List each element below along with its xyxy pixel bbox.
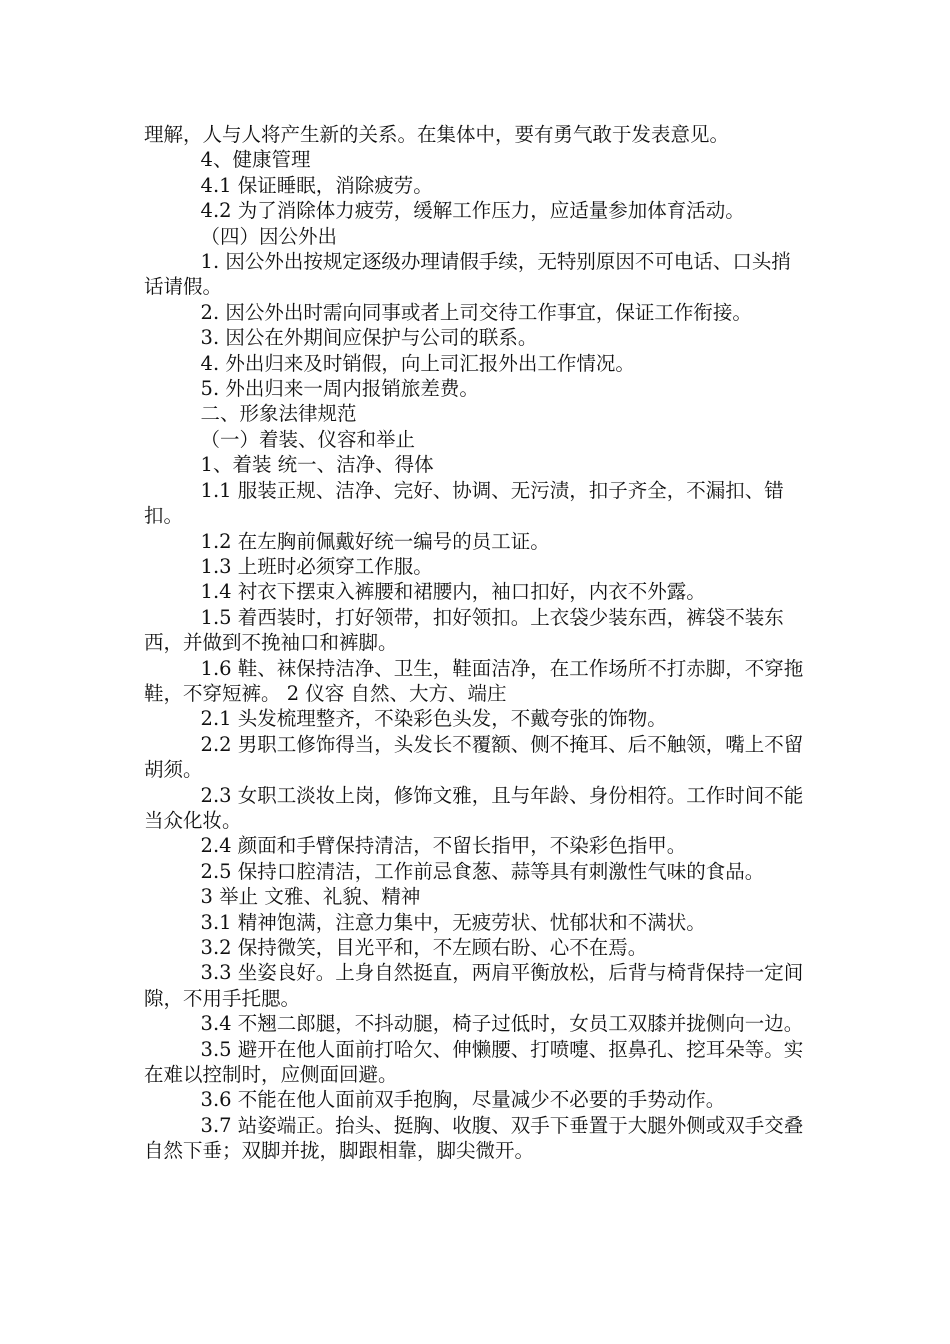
paragraph: 4. 外出归来及时销假，向上司汇报外出工作情况。 <box>200 351 635 375</box>
paragraph: 2.2 男职工修饰得当，头发长不覆额、侧不掩耳、后不触领，嘴上不留胡须。 <box>144 732 804 782</box>
paragraph: 1. 因公外出按规定逐级办理请假手续，无特别原因不可电话、口头捎话请假。 <box>144 250 791 299</box>
heading-dress-appearance: （一）着装、仪容和举止 <box>200 427 416 451</box>
paragraph: 1.3 上班时必须穿工作服。 <box>200 554 433 578</box>
paragraph: 4.1 保证睡眠，消除疲劳。 <box>200 173 433 197</box>
paragraph: 2.1 头发梳理整齐，不染彩色头发，不戴夸张的饰物。 <box>200 707 667 731</box>
paragraph: 3.1 精神饱满，注意力集中，无疲劳状、忧郁状和不满状。 <box>200 910 706 934</box>
paragraph: 5. 外出归来一周内报销旅差费。 <box>200 377 479 401</box>
paragraph: 3.4 不翘二郎腿，不抖动腿，椅子过低时，女员工双膝并拢侧向一边。 <box>200 1012 804 1036</box>
paragraph: 3.6 不能在他人面前双手抱胸，尽量减少不必要的手势动作。 <box>200 1088 726 1112</box>
heading-business-trip: （四）因公外出 <box>200 224 338 248</box>
heading-image-norms: 二、形象法律规范 <box>200 402 357 426</box>
paragraph: 3.5 避开在他人面前打哈欠、伸懒腰、打喷嚏、抠鼻孔、挖耳朵等。实在难以控制时，应侧面回避。 <box>144 1037 804 1087</box>
paragraph: 2. 因公外出时需向同事或者上司交待工作事宜，保证工作衔接。 <box>200 300 752 324</box>
paragraph: 2.5 保持口腔清洁，工作前忌食葱、蒜等具有刺激性气味的食品。 <box>200 859 765 883</box>
document-body <box>144 122 804 1164</box>
paragraph-continuation: 理解，人与人将产生新的关系。在集体中，要有勇气敢于发表意见。 <box>144 123 730 146</box>
heading-demeanor: 3 举止 文雅、礼貌、精神 <box>200 885 421 909</box>
paragraph: 2.3 女职工淡妆上岗，修饰文雅，且与年龄、身份相符。工作时间不能当众化妆。 <box>144 783 804 832</box>
paragraph: 1.2 在左胸前佩戴好统一编号的员工证。 <box>200 529 550 553</box>
paragraph: 1.4 衬衣下摆束入裤腰和裙腰内，袖口扣好，内衣不外露。 <box>200 580 706 604</box>
paragraph: 1.5 着西装时，打好领带，扣好领扣。上衣袋少装东西，裤袋不装东西，并做到不挽袖口和裤脚。 <box>144 605 784 655</box>
paragraph: 2.4 颜面和手臂保持清洁，不留长指甲，不染彩色指甲。 <box>200 834 687 858</box>
heading-dress: 1、着装 统一、洁净、得体 <box>200 453 434 477</box>
paragraph: 3.2 保持微笑，目光平和，不左顾右盼、心不在焉。 <box>200 936 648 959</box>
paragraph: 1.1 服装正规、洁净、完好、协调、无污渍，扣子齐全，不漏扣、错扣。 <box>144 478 784 528</box>
paragraph: 3.7 站姿端正。抬头、挺胸、收腹、双手下垂置于大腿外侧或双手交叠自然下垂；双脚并拢，脚跟相靠，脚尖微开。 <box>144 1113 804 1163</box>
paragraph: 3. 因公在外期间应保护与公司的联系。 <box>200 326 538 350</box>
heading-health-management: 4、健康管理 <box>200 148 311 172</box>
paragraph: 4.2 为了消除体力疲劳，缓解工作压力，应适量参加体育活动。 <box>200 199 745 223</box>
paragraph: 1.6 鞋、袜保持洁净、卫生，鞋面洁净，在工作场所不打赤脚，不穿拖鞋，不穿短裤。 2 仪容 自然、大方、端庄 <box>144 656 804 705</box>
paragraph: 3.3 坐姿良好。上身自然挺直，两肩平衡放松，后背与椅背保持一定间隙，不用手托腮。 <box>144 961 804 1010</box>
